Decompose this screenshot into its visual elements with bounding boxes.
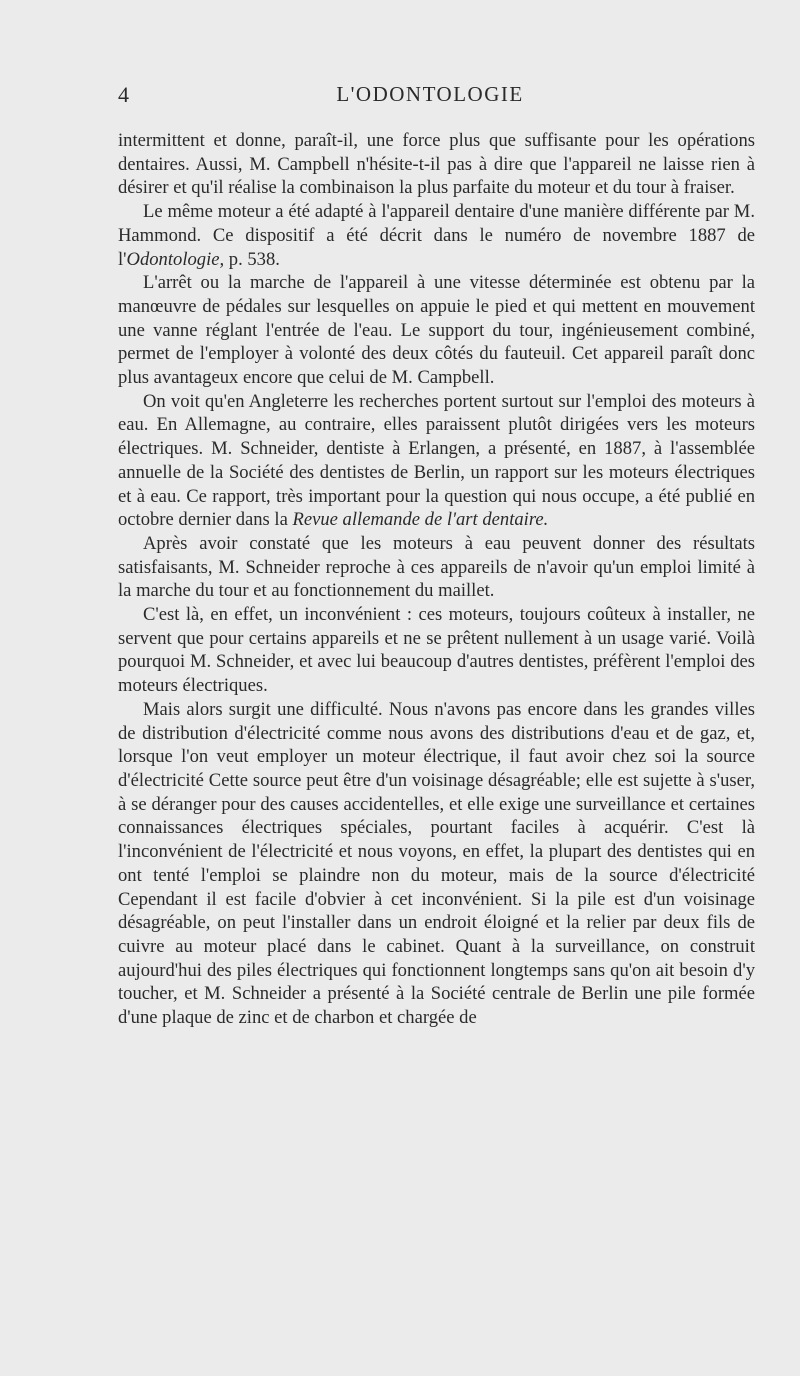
paragraph-4-text: On voit qu'en Angleterre les recherches portent surtout sur l'emploi des moteurs à eau. En Allemagne, au contraire, elles paraissent plutôt dirigées vers les moteurs électriques. M. Schneider, dentiste à Erlangen, a présenté, en 1887, à l'assemblée annuelle de la Société des dentistes de Berlin, un rapport sur les moteurs électriques et à eau. Ce rapport, très important pour la question qui nous occupe, a été publié en octobre dernier dans la xyxy=(118,390,755,531)
paragraph-2 xyxy=(118,200,755,271)
paragraph-3: L'arrêt ou la marche de l'appareil à une vitesse déterminée est obtenu par la manœuvre de pédales sur lesquelles on appuie le pied et qui mettent en mouvement une vanne réglant l'entrée de l'eau. Le support du tour, ingénieusement combiné, permet de l'employer à volonté des deux côtés du fauteuil. Cet appareil paraît donc plus avantageux encore que celui de M. Campbell. xyxy=(118,272,755,389)
paragraph-4 xyxy=(118,390,755,532)
paragraph-6: C'est là, en effet, un inconvénient : ces moteurs, toujours coûteux à installer, ne servent que pour certains appareils et ne se prêtent nullement à un usage varié. Voilà pourquoi M. Schneider, et avec lui beaucoup d'autres dentistes, préfèrent l'emploi des moteurs électriques. xyxy=(118,604,755,697)
paragraph-2-text-end: p. 538. xyxy=(224,248,280,270)
running-title: L'ODONTOLOGIE xyxy=(336,82,524,106)
paragraph-2-text: Le même moteur a été adapté à l'appareil dentaire d'une manière différente par M. Hammond. Ce dispositif a été décrit dans le numéro de novembre 1887 de l' xyxy=(118,201,755,270)
paragraph-5: Après avoir constaté que les moteurs à eau peuvent donner des résultats satisfaisants, M. Schneider reproche à ces appareils de n'avoir qu'un emploi limité à la marche du tour et au fonctionnement du maillet. xyxy=(118,532,755,602)
paragraph-1: intermittent et donne, paraît-il, une force plus que suffisante pour les opérations dentaires. Aussi, M. Campbell n'hésite-t-il pas à dire que l'appareil ne laisse rien à désirer et qu'il réalise la combinaison la plus parfaite du moteur et du tour à fraiser. xyxy=(118,130,755,199)
journal-title-revue: Revue allemande de l'art dentaire. xyxy=(292,509,549,531)
paragraph-7: Mais alors surgit une difficulté. Nous n'avons pas encore dans les grandes villes de distribution d'électricité comme nous avons des distributions d'eau et de gaz, et, lorsque l'on veut employer un moteur électrique, il faut avoir chez soi la source d'électricité Cette source peut être d'un voisinage désagréable; elle est sujette à s'user, à se déranger pour des causes accidentelles, et elle exige une surveillance et certaines connaissances électriques spéciales, pourtant faciles à acquérir. C'est là l'inconvénient de l'électricité et nous voyons, en effet, la plupart des dentistes qui en ont tenté l'emploi se plaindre non du moteur, mais de la source d'électricité Cependant il est facile d'obvier à cet inconvénient. Si la pile est d'un voisinage désagréable, on peut l'installer dans un endroit éloigné et la relier par deux fils de cuivre au moteur placé dans le cabinet. Quant à la surveillance, on construit aujourd'hui des piles électriques qui fonctionnent longtemps sans qu'on ait besoin d'y toucher, et M. Schneider a présenté à la Société centrale de Berlin une pile formée d'une plaque de zinc et de charbon et chargée de xyxy=(118,698,755,1029)
body-text xyxy=(118,129,755,1030)
journal-title-odontologie: Odontologie, xyxy=(126,248,225,270)
page-number: 4 xyxy=(118,82,129,107)
